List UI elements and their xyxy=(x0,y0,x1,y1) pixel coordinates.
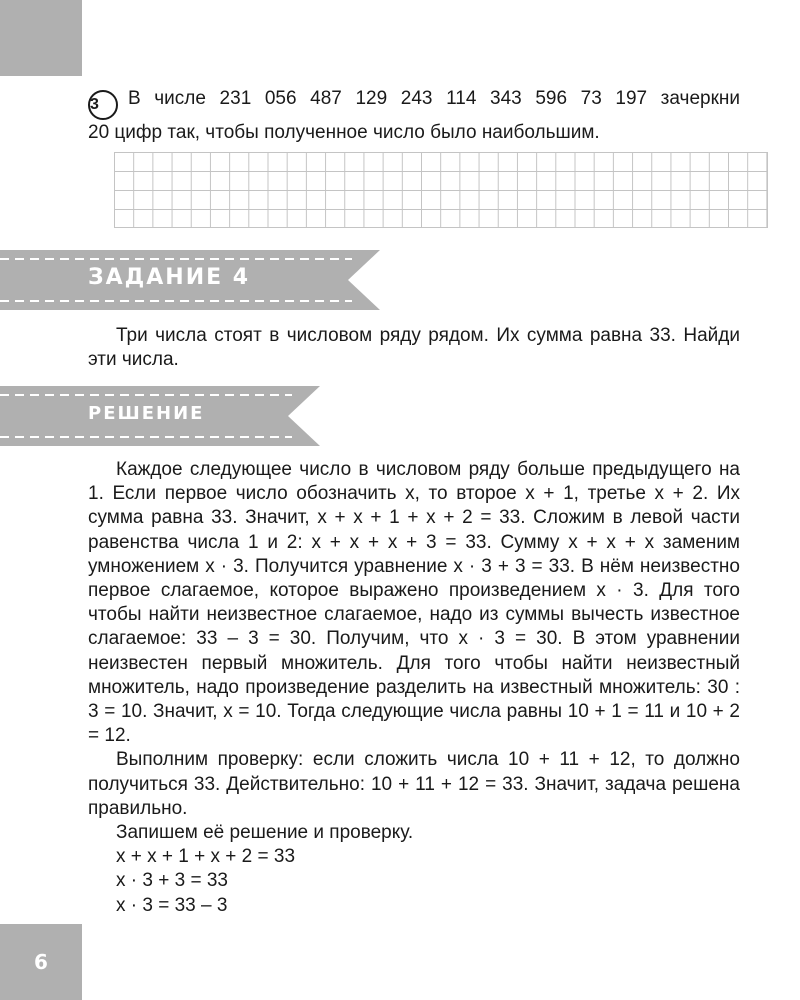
equation-2: x · 3 + 3 = 33 xyxy=(116,870,228,892)
solution-text xyxy=(88,458,740,918)
equation-1: x + x + 1 + x + 2 = 33 xyxy=(116,846,296,868)
task-3-line-2: 20 цифр так, чтобы полученное число было наибольшим. xyxy=(88,122,600,143)
task-3-line-1-text: В числе 231 056 487 129 243 114 343 596 73 197 зачеркни xyxy=(128,88,740,109)
solution-banner xyxy=(0,386,320,446)
task-4-heading: ЗАДАНИЕ 4 xyxy=(88,265,251,290)
solution-heading: РЕШЕНИЕ xyxy=(88,403,205,424)
equation-3: x · 3 = 33 – 3 xyxy=(116,894,228,916)
task-4-paragraph: Три числа стоят в числовом ряду рядом. Их сумма равна 33. Найди эти числа. xyxy=(88,325,740,371)
task-number-badge: 3 xyxy=(88,90,118,120)
solution-paragraph-2: Выполним проверку: если сложить числа 10 + 11 + 12, то должно получиться 33. Действительно: 10 + 11 + 12 = 33. Значит, задача решена правильно. xyxy=(88,749,740,819)
task-4-text xyxy=(88,324,740,372)
task-4-banner xyxy=(0,250,380,310)
task-3-text xyxy=(88,86,740,145)
page-number: 6 xyxy=(0,924,82,1000)
corner-decoration xyxy=(0,0,82,76)
answer-grid[interactable] xyxy=(114,152,768,228)
task-3-line-1 xyxy=(88,86,740,120)
solution-paragraph-3: Запишем её решение и проверку. xyxy=(116,822,414,844)
solution-paragraph-1: Каждое следующее число в числовом ряду больше предыдущего на 1. Если первое число обозначить x, то второе x + 1, третье x + 2. Их сумма равна 33. Значит, x + x + 1 + x + 2 = 33. Сложим в левой части равенства числа 1 и 2: x + x + x + 3 = 33. Сумму x + x + x заменим умножением x · 3. Получится уравнение x · 3 + 3 = 33. В нём неизвестно первое слагаемое, которое выражено произведением x · 3. Для того чтобы найти неизвестное слагаемое, надо из суммы вычесть известное слагаемое: 33 – 3 = 30. Получим, что x · 3 = 30. В этом уравнении неизвестен первый множитель. Для того чтобы найти неизвестный множитель, надо произведение разделить на известный множитель: 30 : 3 = 10. Значит, x = 10. Тогда следующие числа равны 10 + 1 = 11 и 10 + 2 = 12. xyxy=(88,459,740,747)
